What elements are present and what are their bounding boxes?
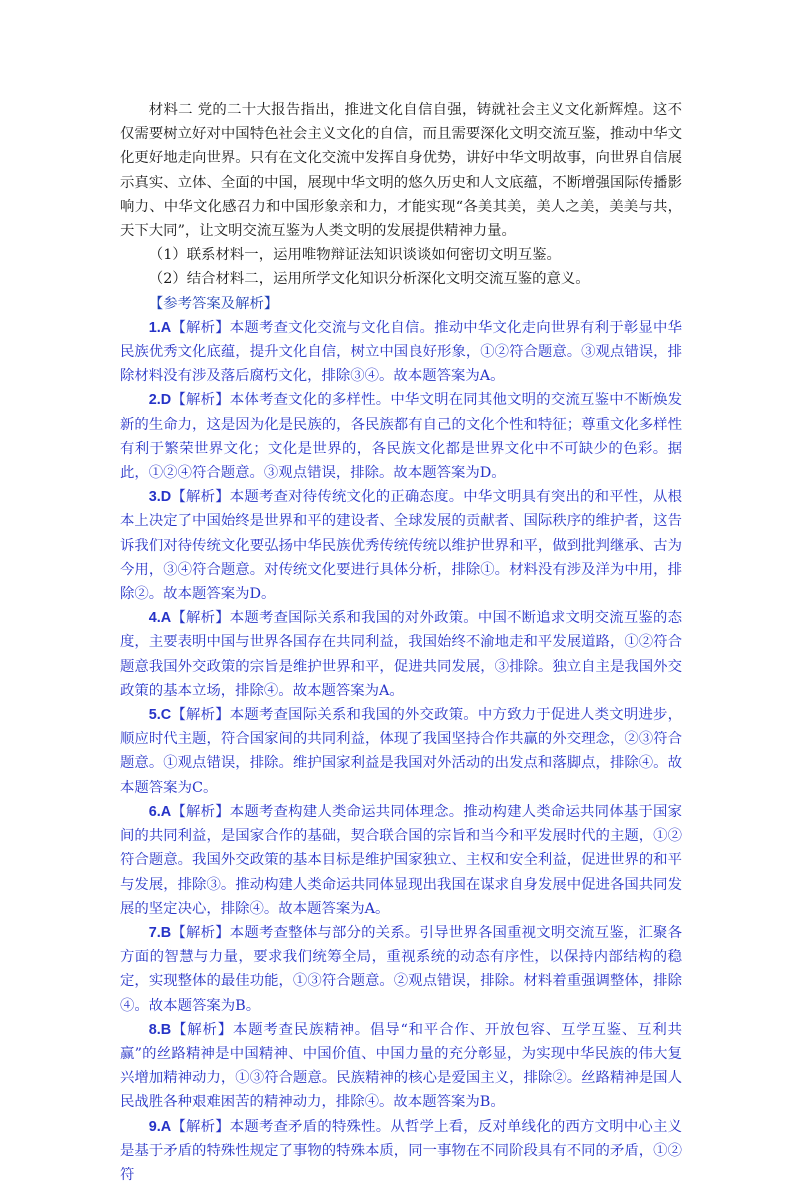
answer-text: 【解析】本题考查构建人类命运共同体理念。推动构建人类命运共同体基于国家间的共同利益，是国家合作的基础，契合联合国的宗旨和当今和平发展时代的主题，①②符合题意。我国外交政策的基本目标是维护国家独立、主权和安全利益，促进世界的和平与发展，排除③。推动构建人类命运共同体显现出我国在谋求自身发展中促进各国共同发展的坚定决心，排除④。故本题答案为A。 [120,803,682,917]
question-2: （2）结合材料二，运用所学文化知识分析深化文明交流互鉴的意义。 [148,271,590,288]
answer-9 [120,1115,682,1187]
answer-text: 【解析】本题考查民族精神。倡导“和平合作、开放包容、互学互鉴、互利共赢”的丝路精神是中国精神、中国价值、中国力量的充分彰显，为实现中华民族的伟大复兴增加精神动力，①③符合题意。民族精神的核心是爱国主义，排除②。丝路精神是国人民战胜各种艰难困苦的精神动力，排除④。故本题答案为B。 [120,1021,682,1111]
answer-text: 【解析】本题考查整体与部分的关系。引导世界各国重视文明交流互鉴，汇聚各方面的智慧与力量，要求我们统筹全局，重视系统的动态有序性，以保持内部结构的稳定，实现整体的最佳功能，①③符合题意。②观点错误，排除。材料着重强调整体，排除④。故本题答案为B。 [120,924,682,1014]
answer-number: 5.C [148,707,172,724]
answer-3 [120,485,682,606]
answer-number: 4.A [148,610,172,627]
answer-number: 3.D [148,489,172,506]
answer-number: 9.A [148,1118,172,1135]
question-1: （1）联系材料一，运用唯物辩证法知识谈谈如何密切文明互鉴。 [148,247,561,264]
answer-number: 1.A [148,319,172,336]
answer-text: 【解析】本题考查文化交流与文化自信。推动中华文化走向世界有利于彰显中华民族优秀文化底蕴，提升文化自信，树立中国良好形象，①②符合题意。③观点错误，排除材料没有涉及落后腐朽文化，排除③④。故本题答案为A。 [120,319,682,385]
answer-2 [120,388,682,485]
answer-text: 【解析】本题考查国际关系和我国的外交政策。中方致力于促进人类文明进步，顺应时代主题，符合国家间的共同利益，体现了我国坚持合作共赢的外交理念，②③符合题意。①观点错误，排除。维护国家利益是我国对外活动的出发点和落脚点，排除④。故本题答案为C。 [120,707,682,796]
answer-5 [120,703,682,800]
document-page [120,98,682,1187]
answer-number: 8.B [148,1021,172,1038]
answer-number: 7.B [148,924,172,941]
answer-text: 【解析】本题考查矛盾的特殊性。从哲学上看，反对单线化的西方文明中心主义是基于矛盾的特殊性规定了事物的特殊本质，同一事物在不同阶段具有不同的矛盾，①②符 [120,1118,682,1183]
answer-4 [120,606,682,703]
answer-text: 【解析】本题考查国际关系和我国的对外政策。中国不断追求文明交流互鉴的态度，主要表明中国与世界各国存在共同利益，我国始终不渝地走和平发展道路，①②符合题意我国外交政策的宗旨是维护世界和平，促进共同发展，③排除。独立自主是我国外交政策的基本立场，排除④。故本题答案为A。 [120,610,682,699]
answer-1 [120,316,682,389]
answer-text: 【解析】本题考查对待传统文化的正确态度。中华文明具有突出的和平性，从根本上决定了中国始终是世界和平的建设者、全球发展的贡献者、国际秩序的维护者，这告诉我们对待传统文化要弘扬中华民族优秀传统传统以维护世界和平，做到批判继承、古为今用，③④符合题意。对传统文化要进行具体分析，排除①。材料没有涉及洋为中用，排除②。故本题答案为D。 [120,489,682,603]
answers-header: 【参考答案及解析】 [148,295,279,312]
answer-number: 6.A [148,803,172,820]
material-two-paragraph: 材料二 党的二十大报告指出，推进文化自信自强，铸就社会主义文化新辉煌。这不仅需要树立好对中国特色社会主义文化的自信，而且需要深化文明交流互鉴，推动中华文化更好地走向世界。只有在文化交流中发挥自身优势，讲好中华文明故事，向世界自信展示真实、立体、全面的中国，展现中华文明的悠久历史和人文底蕴，不断增强国际传播影响力、中华文化感召力和中国形象亲和力，才能实现“各美其美，美人之美，美美与共，天下大同”，让文明交流互鉴为人类文明的发展提供精神力量。 [120,102,682,240]
answer-8 [120,1018,682,1115]
answer-number: 2.D [148,392,172,409]
answer-text: 【解析】本体考查文化的多样性。中华文明在同其他文明的交流互鉴中不断焕发新的生命力，这是因为化是民族的，各民族都有自己的文化个性和特征；尊重文化多样性有利于繁荣世界文化；文化是世界的，各民族文化都是世界文化中不可缺少的色彩。据此，①②④符合题意。③观点错误，排除。故本题答案为D。 [120,392,682,482]
answer-7 [120,921,682,1018]
answer-6 [120,800,682,921]
